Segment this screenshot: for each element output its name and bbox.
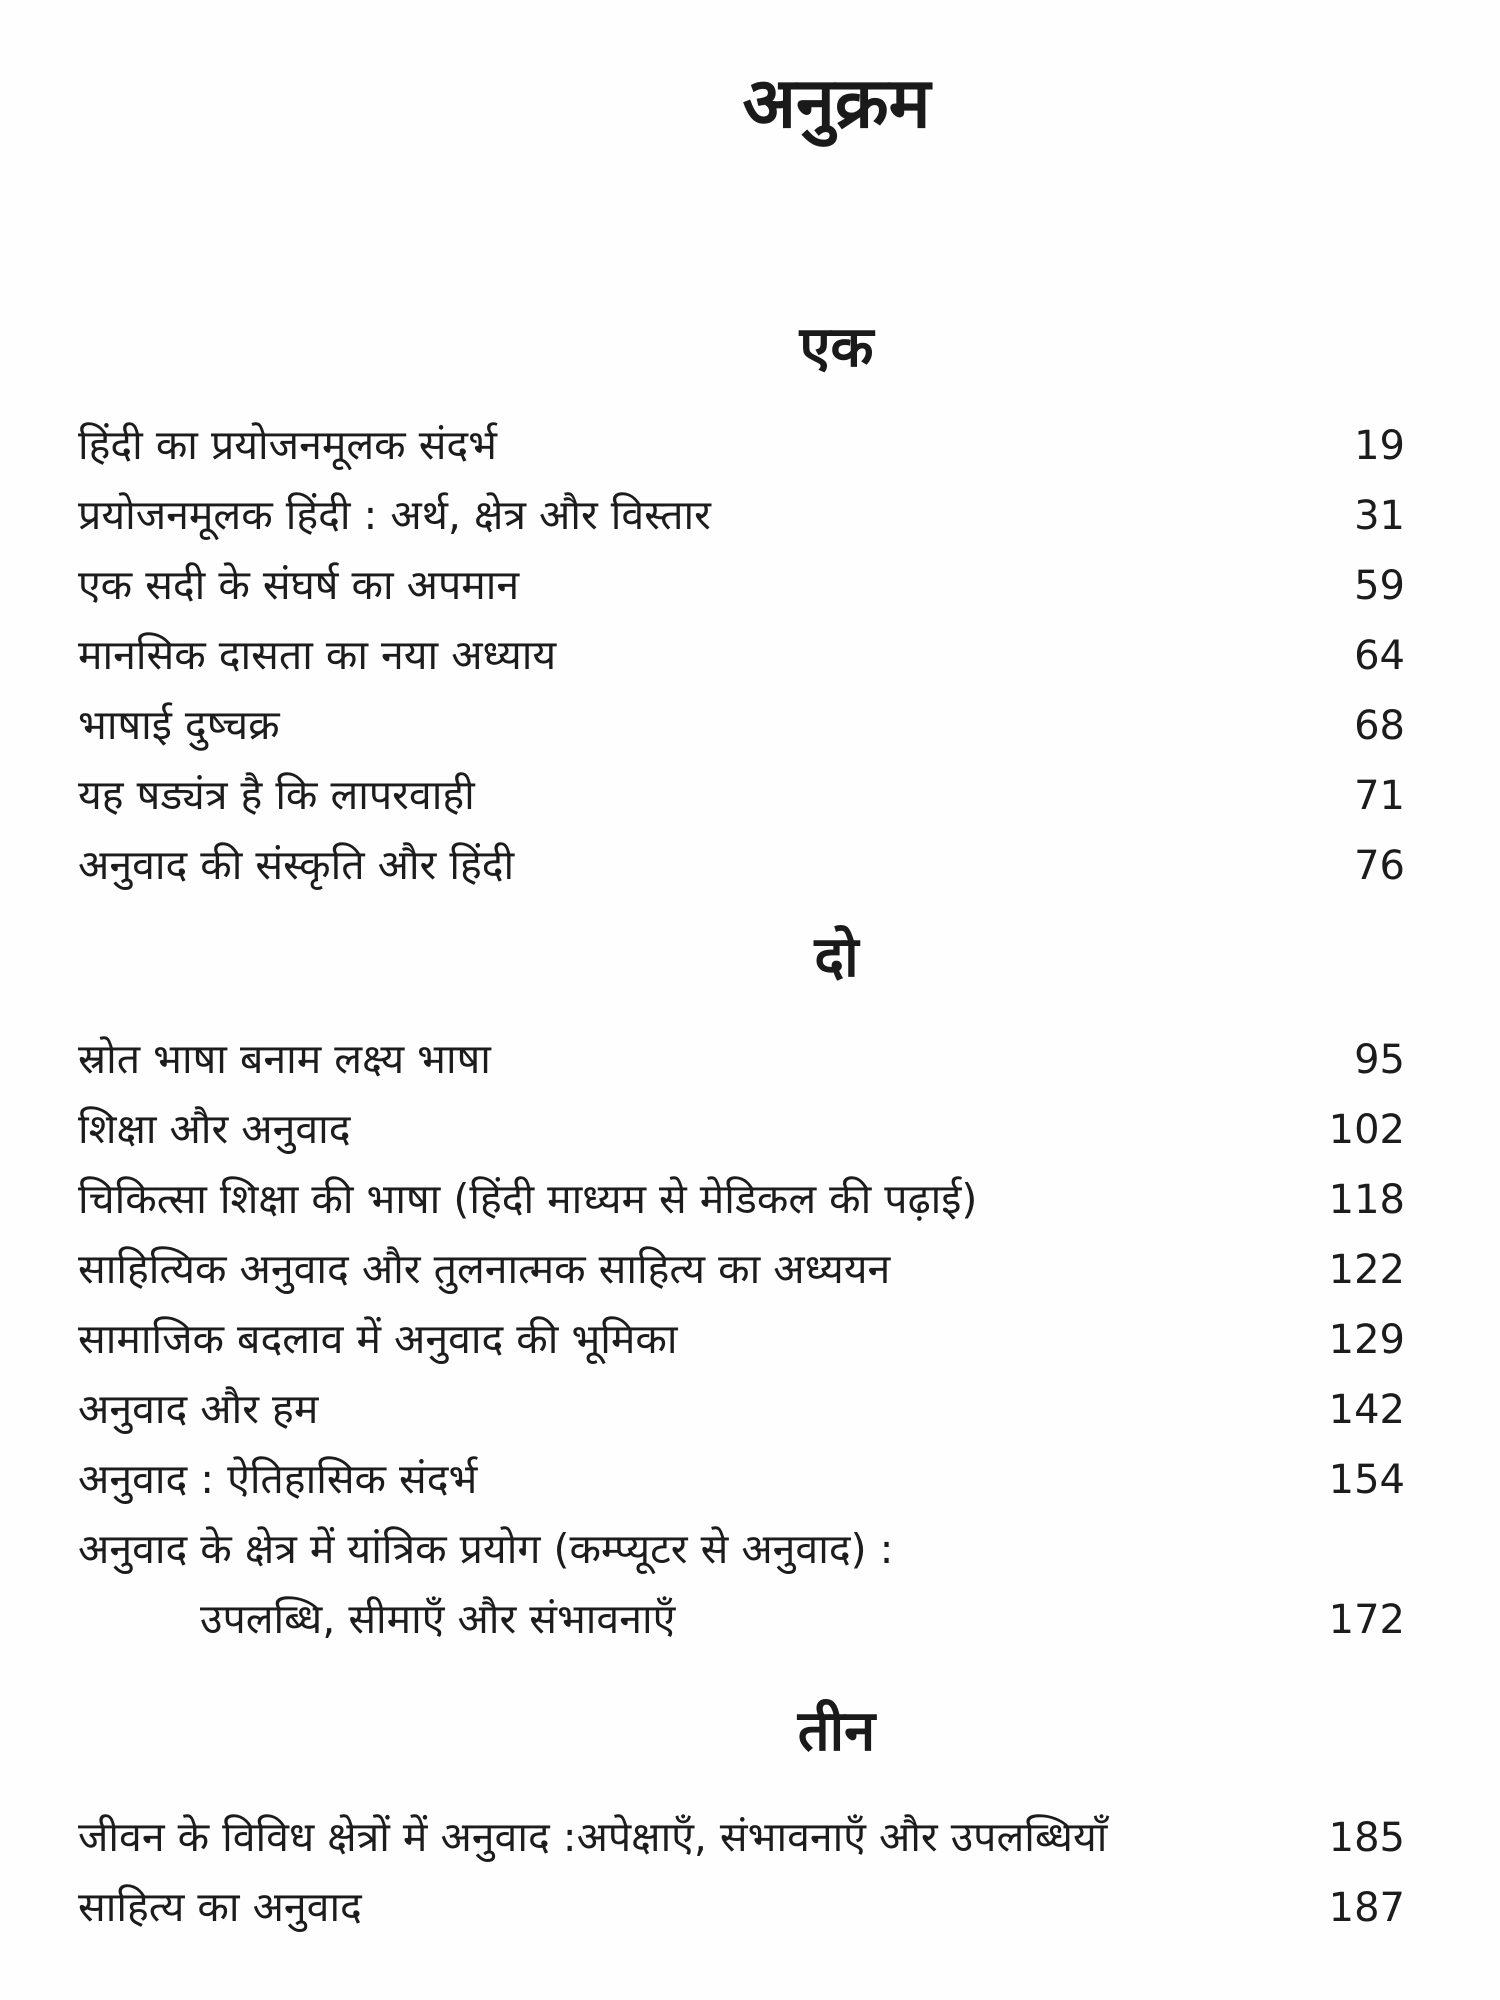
toc-entry — [78, 620, 1405, 690]
section-list-do — [78, 1024, 1405, 1654]
toc-entry — [78, 830, 1405, 900]
toc-entry-page: 31 — [1354, 493, 1405, 539]
toc-entry — [78, 1304, 1405, 1374]
toc-entry-title: यह षड्यंत्र है कि लापरवाही — [78, 771, 475, 819]
page-title: अनुक्रम — [742, 62, 931, 144]
toc-entry-page: 68 — [1354, 703, 1405, 749]
toc-entry-page: 76 — [1354, 843, 1405, 889]
toc-entry-page: 95 — [1354, 1037, 1405, 1083]
toc-entry-title: प्रयोजनमूलक हिंदी : अर्थ, क्षेत्र और विस्तार — [78, 491, 711, 539]
toc-entry — [78, 1094, 1405, 1164]
section-list-teen — [78, 1802, 1405, 1942]
toc-entry-page: 142 — [1328, 1387, 1405, 1433]
toc-entry — [78, 1872, 1405, 1942]
toc-entry-page: 187 — [1328, 1885, 1405, 1931]
toc-entry-title: एक सदी के संघर्ष का अपमान — [78, 561, 520, 609]
toc-entry-page: 71 — [1354, 773, 1405, 819]
toc-entry-page: 64 — [1354, 633, 1405, 679]
toc-entry — [78, 1164, 1405, 1234]
toc-entry-page: 102 — [1328, 1107, 1405, 1153]
toc-entry — [78, 410, 1405, 480]
toc-entry-title: साहित्यिक अनुवाद और तुलनात्मक साहित्य का अध्ययन — [78, 1245, 891, 1293]
section-heading-do: दो — [814, 925, 859, 990]
toc-entry-title: स्रोत भाषा बनाम लक्ष्य भाषा — [78, 1035, 491, 1083]
toc-entry-title: अनुवाद की संस्कृति और हिंदी — [78, 841, 515, 889]
toc-entry — [78, 1802, 1405, 1872]
toc-entry — [78, 760, 1405, 830]
toc-entry-title: भाषाई दुष्चक्र — [78, 701, 280, 749]
toc-entry-page: 172 — [1328, 1597, 1405, 1643]
toc-entry-continuation — [78, 1584, 1405, 1654]
toc-entry-title: सामाजिक बदलाव में अनुवाद की भूमिका — [78, 1315, 678, 1363]
toc-entry-title: जीवन के विविध क्षेत्रों में अनुवाद :अपेक्षाएँ, संभावनाएँ और उपलब्धियाँ — [78, 1813, 1108, 1861]
toc-entry — [78, 1024, 1405, 1094]
toc-entry-title: उपलब्धि, सीमाएँ और संभावनाएँ — [200, 1595, 676, 1643]
toc-entry-page: 118 — [1328, 1177, 1405, 1223]
section-list-ek — [78, 410, 1405, 900]
toc-entry-title: अनुवाद के क्षेत्र में यांत्रिक प्रयोग (कम्प्यूटर से अनुवाद) : — [78, 1525, 894, 1573]
toc-entry — [78, 1234, 1405, 1304]
toc-entry — [78, 1374, 1405, 1444]
toc-entry-title: साहित्य का अनुवाद — [78, 1883, 362, 1931]
toc-entry-title: चिकित्सा शिक्षा की भाषा (हिंदी माध्यम से मेडिकल की पढ़ाई) — [78, 1175, 978, 1223]
toc-entry — [78, 690, 1405, 760]
toc-entry-page: 154 — [1328, 1457, 1405, 1503]
toc-entry — [78, 1444, 1405, 1514]
toc-entry-page: 19 — [1354, 423, 1405, 469]
toc-entry-page: 122 — [1328, 1247, 1405, 1293]
toc-entry — [78, 550, 1405, 620]
toc-entry-title: हिंदी का प्रयोजनमूलक संदर्भ — [78, 421, 498, 469]
toc-entry-page: 129 — [1328, 1317, 1405, 1363]
toc-entry — [78, 480, 1405, 550]
section-heading-ek: एक — [799, 315, 874, 380]
toc-entry-page: 59 — [1354, 563, 1405, 609]
toc-entry-title: अनुवाद : ऐतिहासिक संदर्भ — [78, 1455, 478, 1503]
toc-entry-page: 185 — [1328, 1815, 1405, 1861]
toc-entry-title: शिक्षा और अनुवाद — [78, 1105, 351, 1153]
toc-entry-title: मानसिक दासता का नया अध्याय — [78, 631, 557, 679]
toc-entry-title: अनुवाद और हम — [78, 1385, 319, 1433]
section-heading-teen: तीन — [797, 1699, 876, 1764]
toc-entry — [78, 1514, 1405, 1584]
